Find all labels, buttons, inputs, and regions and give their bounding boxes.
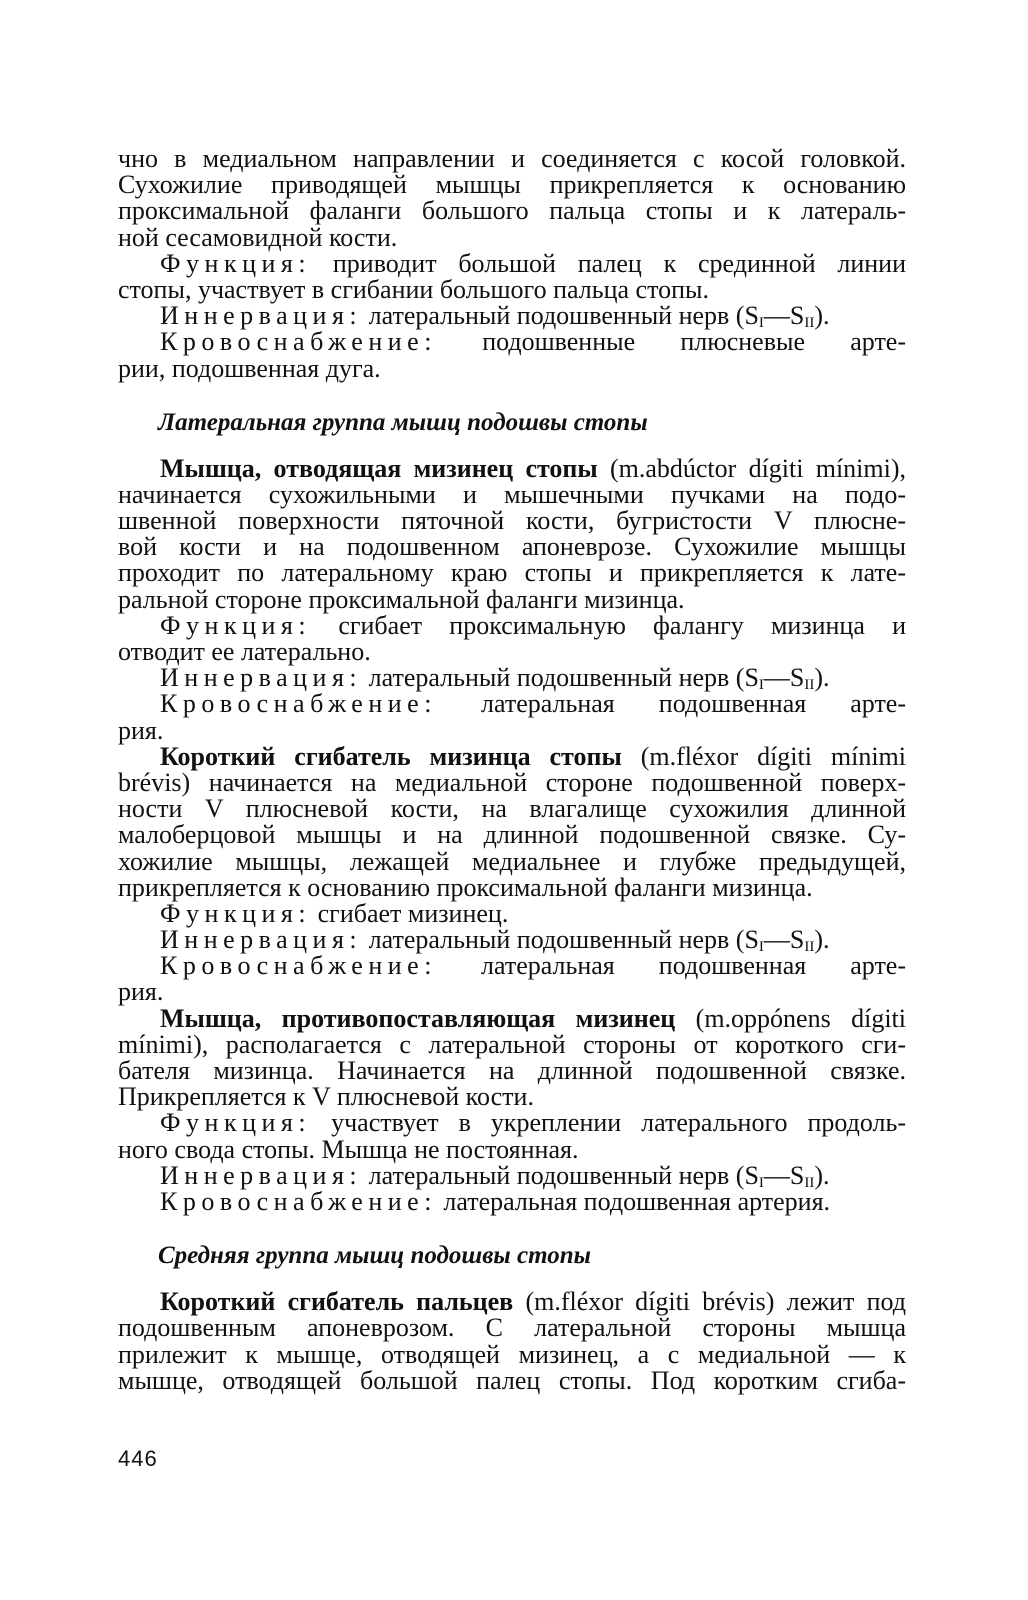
text-line: прикрепляется к основанию проксимальной фаланги мизинца. xyxy=(118,872,813,902)
muscle-title: Короткий сгибатель пальцев xyxy=(160,1287,514,1317)
muscle-entry: Мышца, противопоставляющая мизинец (m.oppónens dígiti xyxy=(160,1003,907,1033)
function-label: Функция: xyxy=(160,898,312,928)
blood-supply-label: Кровоснабжение: xyxy=(160,951,437,981)
blood-supply-label: Кровоснабжение: xyxy=(160,327,437,357)
text-line: brévis) начинается на медиальной стороне подошвенной поверх- xyxy=(118,767,906,797)
blood-supply-line: Кровоснабжение: латеральная подошвенная арте- xyxy=(160,689,907,719)
blood-supply-label: Кровоснабжение: xyxy=(160,1186,437,1216)
innervation-label: Иннервация: xyxy=(160,301,363,331)
text-line: отводит ее латерально. xyxy=(118,637,371,666)
text-line: стопы, участвует в сгибании большого пальца стопы. xyxy=(118,274,709,304)
text-line: рия. xyxy=(118,977,164,1007)
function-line: Функция: приводит большой палец к срединной линии xyxy=(160,248,906,278)
blood-supply-line: Кровоснабжение: подошвенные плюсневые арте- xyxy=(160,327,907,357)
section-heading: Средняя группа мышц подошвы стопы xyxy=(158,1242,591,1270)
function-label: Функция: xyxy=(160,610,312,640)
innervation-label: Иннервация: xyxy=(160,925,363,955)
muscle-title: Мышца, отводящая мизинец стопы xyxy=(160,453,598,483)
text-line: Сухожилие приводящей мышцы прикрепляется к основанию xyxy=(118,170,906,200)
text-line: ной сесамовидной кости. xyxy=(118,222,398,252)
text-line: mínimi), располагается с латеральной стороны от короткого сги- xyxy=(118,1029,906,1059)
text-line: подошвенным апоневрозом. С латеральной стороны мышца xyxy=(118,1313,906,1343)
text-line: чно в медиальном направлении и соединяется с косой головкой. xyxy=(118,144,906,173)
innervation-line: Иннервация: латеральный подошвенный нерв $(S_I—S_{II})$. xyxy=(160,301,830,332)
blood-supply-line: Кровоснабжение: латеральная подошвенная арте- xyxy=(160,951,907,981)
page-number: 446 xyxy=(118,1446,158,1471)
function-line: Функция: сгибает проксимальную фалангу мизинца и xyxy=(160,610,906,640)
text-line: хожилие мышцы, лежащей медиальнее и глубже предыдущей, xyxy=(118,846,906,876)
function-line: Функция: сгибает мизинец. xyxy=(160,898,509,928)
innervation-line: Иннервация: латеральный подошвенный нерв $(S_I—S_{II})$. xyxy=(160,1160,830,1191)
section-heading: Латеральная группа мышц подошвы стопы xyxy=(158,408,648,436)
text-line: мышце, отводящей большой палец стопы. Под коротким сгиба- xyxy=(118,1365,906,1395)
innervation-label: Иннервация: xyxy=(160,663,363,693)
text-line: ного свода стопы. Мышца не постоянная. xyxy=(118,1134,579,1164)
muscle-title: Короткий сгибатель мизинца стопы xyxy=(160,741,622,771)
innervation-label: Иннервация: xyxy=(160,1160,363,1190)
muscle-title: Мышца, противопоставляющая мизинец xyxy=(160,1003,676,1033)
blood-supply-line: Кровоснабжение: латеральная подошвенная артерия. xyxy=(160,1186,831,1216)
text-line: малоберцовой мышцы и на длинной подошвенной связке. Су- xyxy=(118,820,906,850)
function-line: Функция: участвует в укреплении латерального продоль- xyxy=(160,1108,906,1138)
muscle-entry: Короткий сгибатель мизинца стопы (m.fléxor dígiti mínimi xyxy=(160,741,906,771)
muscle-entry: Короткий сгибатель пальцев (m.fléxor dígiti brévis) лежит под xyxy=(160,1287,907,1317)
text-line: рии, подошвенная дуга. xyxy=(118,353,381,383)
innervation-line: Иннервация: латеральный подошвенный нерв $(S_I—S_{II})$. xyxy=(160,663,830,694)
text-line: прилежит к мышце, отводящей мизинец, а с медиальной — к xyxy=(118,1339,906,1369)
text-line: Прикрепляется к V плюсневой кости. xyxy=(118,1082,534,1112)
text-line: начинается сухожильными и мышечными пучками на подо- xyxy=(118,479,906,509)
blood-supply-label: Кровоснабжение: xyxy=(160,689,437,719)
text-line: вой кости и на подошвенном апоневрозе. Сухожилие мышцы xyxy=(118,532,906,562)
text-line: ности V плюсневой кости, на влагалище сухожилия длинной xyxy=(118,794,906,824)
text-line: бателя мизинца. Начинается на длинной подошвенной связке. xyxy=(118,1056,906,1085)
text-line: проксимальной фаланги большого пальца стопы и к латераль- xyxy=(118,196,906,226)
text-line: ральной стороне проксимальной фаланги мизинца. xyxy=(118,584,685,614)
innervation-line: Иннервация: латеральный подошвенный нерв $(S_I—S_{II})$. xyxy=(160,925,830,956)
function-label: Функция: xyxy=(160,1108,312,1138)
function-label: Функция: xyxy=(160,248,312,278)
text-line: проходит по латеральному краю стопы и прикрепляется к лате- xyxy=(118,558,906,588)
text-line: швенной поверхности пяточной кости, бугристости V плюсне- xyxy=(118,506,906,536)
muscle-entry: Мышца, отводящая мизинец стопы (m.abdúctor dígiti mínimi), xyxy=(160,453,907,483)
text-line: рия. xyxy=(118,715,164,745)
page-body xyxy=(118,146,906,1394)
